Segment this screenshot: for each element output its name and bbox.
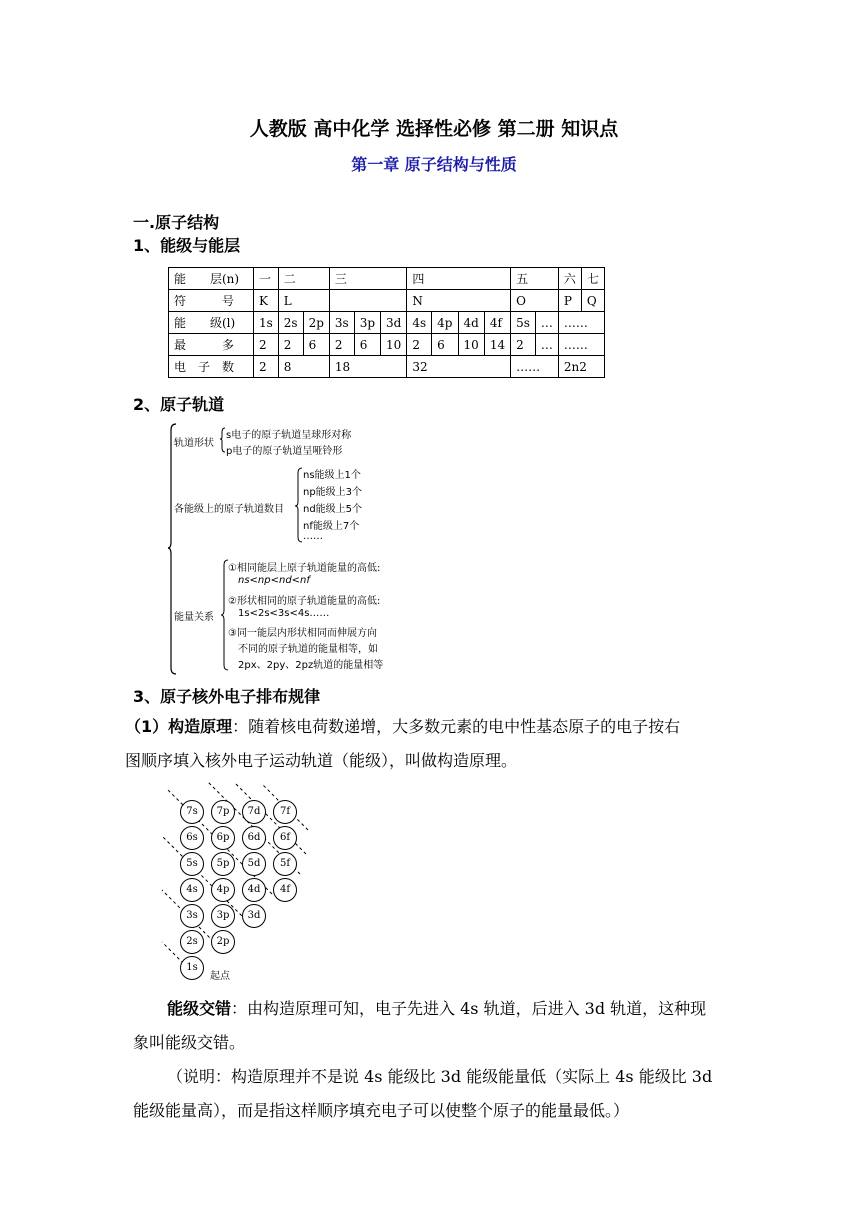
table-cell: 6 <box>303 334 329 356</box>
table-cell: 三 <box>329 268 406 290</box>
table-cell: … <box>535 334 558 356</box>
orbital-circle: 6p <box>211 826 235 850</box>
table-cell: 5s <box>511 312 536 334</box>
max-electrons-row <box>169 334 605 356</box>
count-item-nd: nd能级上5个 <box>303 504 363 515</box>
table-cell: 一 <box>254 268 279 290</box>
table-cell: O <box>511 290 559 312</box>
orbital-circle: 5d <box>242 852 266 876</box>
shape-item-s: s电子的原子轨道呈球形对称 <box>226 430 352 441</box>
note-line1: （说明：构造原理并不是说 4s 能级比 3d 能级能量低（实际上 4s 能级比 3d <box>167 1067 713 1086</box>
table-cell: L <box>278 290 329 312</box>
count-item-np: np能级上3个 <box>303 487 363 498</box>
table-cell: 3p <box>354 312 380 334</box>
table-cell: 六 <box>558 268 581 290</box>
orbital-circle: 5s <box>180 852 204 876</box>
table-cell: 14 <box>484 334 510 356</box>
table-cell: N <box>407 290 511 312</box>
table-cell: 2 <box>407 334 432 356</box>
table-cell: 32 <box>407 356 511 378</box>
row-header-cell: 最 多 <box>169 334 254 356</box>
orbital-circle: 4f <box>273 878 297 902</box>
aufbau-diagram <box>160 782 320 982</box>
count-label: 各能级上的原子轨道数目 <box>174 504 284 515</box>
table-cell: 2 <box>511 334 536 356</box>
table-cell: 七 <box>581 268 604 290</box>
table-cell: 4s <box>407 312 432 334</box>
energy-item-6: 不同的原子轨道的能量相等，如 <box>238 644 378 655</box>
table-cell <box>329 290 406 312</box>
paragraph-note <box>133 1060 745 1128</box>
orbital-circle: 3p <box>211 904 235 928</box>
energy-item-7: 2px、2py、2pz轨道的能量相等 <box>238 660 384 671</box>
paragraph-level-crossing <box>133 992 745 1060</box>
sublevel-row <box>169 312 605 334</box>
row-header-cell: 能 级(l) <box>169 312 254 334</box>
table-cell: 4p <box>432 312 458 334</box>
orbital-circle: 6d <box>242 826 266 850</box>
table-cell: …… <box>511 356 559 378</box>
table-cell: 10 <box>381 334 407 356</box>
section-heading: 一.原子结构 <box>133 213 220 232</box>
orbital-circle: 3d <box>242 904 266 928</box>
count-item-ns: ns能级上1个 <box>303 470 361 481</box>
row-header-cell: 能 层(n) <box>169 268 254 290</box>
orbital-circle: 4d <box>242 878 266 902</box>
table-cell: 2 <box>254 334 279 356</box>
electron-count-row <box>169 356 605 378</box>
energy-item-1: ①相同能层上原子轨道能量的高低: <box>228 563 381 574</box>
orbital-circle: 7p <box>211 800 235 824</box>
orbital-circle: 4s <box>180 878 204 902</box>
count-item-nf: nf能级上7个 <box>303 521 360 532</box>
aufbau-text-line2: 图顺序填入核外电子运动轨道（能级），叫做构造原理。 <box>125 751 518 770</box>
shape-item-p: p电子的原子轨道呈哑铃形 <box>226 446 343 457</box>
subsection-heading-orbitals: 2、原子轨道 <box>133 395 225 414</box>
table-cell: 2s <box>278 312 303 334</box>
table-cell: 2 <box>329 334 354 356</box>
table-cell: 2p <box>303 312 329 334</box>
orbital-circle: 3s <box>180 904 204 928</box>
table-cell: 二 <box>278 268 329 290</box>
subsection-heading-rules: 3、原子核外电子排布规律 <box>133 687 321 706</box>
table-cell: 五 <box>511 268 559 290</box>
table-cell: 4d <box>458 312 484 334</box>
crossing-text-line2: 象叫能级交错。 <box>133 1033 246 1052</box>
orbital-circle: 7s <box>180 800 204 824</box>
orbital-circle: 1s <box>180 956 204 980</box>
table-cell: 18 <box>329 356 406 378</box>
start-label: 起点 <box>210 971 230 982</box>
energy-item-5: ③同一能层内形状相同而伸展方向 <box>228 628 377 639</box>
table-cell: 3d <box>381 312 407 334</box>
energy-level-table <box>168 267 605 378</box>
orbital-circle: 5f <box>273 852 297 876</box>
aufbau-text: ：随着核电荷数递增，大多数元素的电中性基态原子的电子按右 <box>232 717 681 736</box>
paragraph-aufbau <box>125 710 745 778</box>
orbital-circle: 7f <box>273 800 297 824</box>
energy-item-4: 1s<2s<3s<4s…… <box>238 608 330 619</box>
orbital-diagram <box>168 420 428 675</box>
page-title: 人教版 高中化学 选择性必修 第二册 知识点 <box>249 118 619 140</box>
orbital-circle: 7d <box>242 800 266 824</box>
table-cell: …… <box>558 334 604 356</box>
table-cell: 6 <box>354 334 380 356</box>
table-cell: 3s <box>329 312 354 334</box>
table-cell: 1s <box>254 312 279 334</box>
energy-item-2: ns<np<nd<nf <box>238 575 310 586</box>
aufbau-term: （1）构造原理 <box>125 717 233 736</box>
orbital-circle: 4p <box>211 878 235 902</box>
subsection-heading-levels: 1、能级与能层 <box>133 236 241 255</box>
orbital-circle: 6s <box>180 826 204 850</box>
table-cell: 6 <box>432 334 458 356</box>
shape-label: 轨道形状 <box>174 438 214 449</box>
crossing-term: 能级交错 <box>167 999 232 1018</box>
table-cell: 4f <box>484 312 510 334</box>
chapter-title: 第一章 原子结构与性质 <box>351 155 517 174</box>
orbital-circle: 5p <box>211 852 235 876</box>
table-cell: 8 <box>278 356 329 378</box>
shell-row <box>169 268 605 290</box>
orbital-circle: 6f <box>273 826 297 850</box>
count-item-more: …… <box>303 531 323 542</box>
row-header-cell: 电 子 数 <box>169 356 254 378</box>
row-header-cell: 符 号 <box>169 290 254 312</box>
orbital-circle: 2p <box>211 930 235 954</box>
table-cell: 10 <box>458 334 484 356</box>
note-line2: 能级能量高），而是指这样顺序填充电子可以使整个原子的能量最低。） <box>133 1101 630 1120</box>
symbol-row <box>169 290 605 312</box>
table-cell: 2n2 <box>558 356 604 378</box>
orbital-circle: 2s <box>180 930 204 954</box>
table-cell: … <box>535 312 558 334</box>
energy-label: 能量关系 <box>174 612 214 623</box>
table-cell: 四 <box>407 268 511 290</box>
table-cell: 2 <box>278 334 303 356</box>
table-cell: …… <box>558 312 604 334</box>
table-cell: Q <box>581 290 604 312</box>
energy-item-3: ②形状相同的原子轨道能量的高低: <box>228 596 381 607</box>
table-cell: 2 <box>254 356 279 378</box>
crossing-text: ：由构造原理可知，电子先进入 4s 轨道，后进入 3d 轨道，这种现 <box>231 999 707 1018</box>
table-cell: K <box>254 290 279 312</box>
table-cell: P <box>558 290 581 312</box>
